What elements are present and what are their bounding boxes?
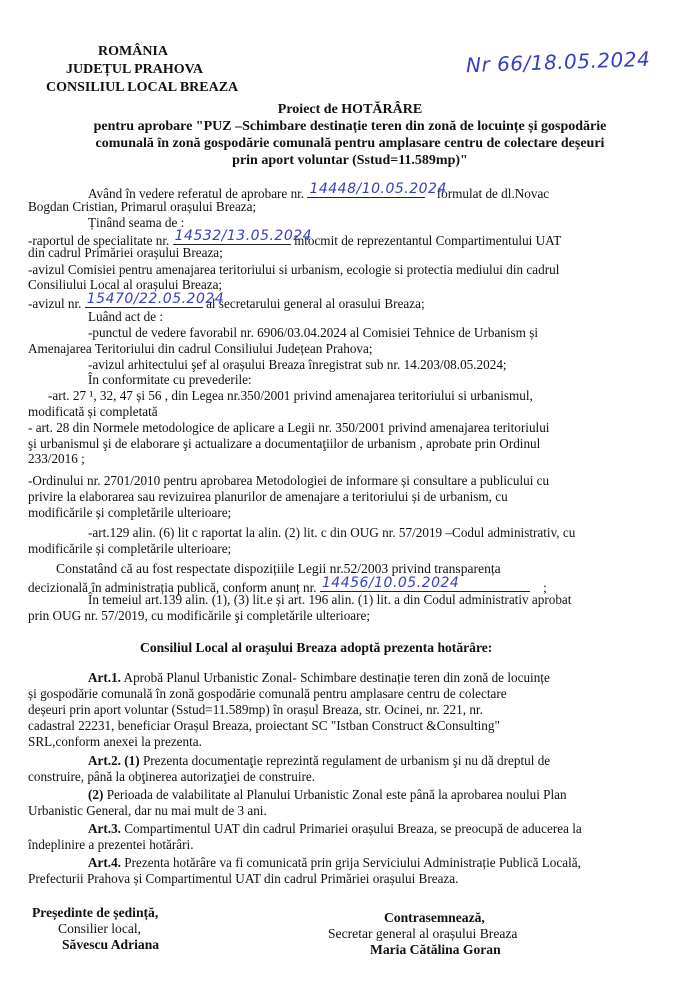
preamble-line: Consiliului Local al orașului Breaza; xyxy=(28,277,223,292)
signature-right-name: Maria Cătălina Goran xyxy=(370,942,501,957)
preamble-line: şi urbanismul şi de elaborare şi actualizare a documentaţiilor de urbanism , aprobate prin Ordinul xyxy=(28,436,541,451)
preamble-line: -raportul de specialitate nr. 14532/13.05.2024 întocmit de reprezentantul Compartimentului UAT xyxy=(28,228,562,248)
preamble-line: -avizul nr. 15470/22.05.2024 al secretarului general al orasului Breaza; xyxy=(28,291,425,311)
signature-left-role: Consilier local, xyxy=(58,921,142,936)
aviz-number-handwritten: 15470/22.05.2024 xyxy=(86,291,225,307)
article-line: construire, până la obţinerea autorizaţiei de construire. xyxy=(28,769,316,784)
preamble-line: Având în vedere referatul de aprobare nr. 14448/10.05.2024 formulat de dl.Novac xyxy=(88,181,550,201)
header-country: ROMÂNIA xyxy=(98,44,168,59)
referat-number-handwritten: 14448/10.05.2024 xyxy=(309,181,447,197)
raport-number-handwritten: 14532/13.05.2024 xyxy=(174,228,313,244)
article-3: Art.3. Compartimentul UAT din cadrul Primariei orașului Breaza, se preocupă de aducerea la xyxy=(88,821,582,836)
preamble-line: -avizul arhitectului şef al orașului Breaza înregistrat sub nr. 14.203/08.05.2024; xyxy=(88,357,507,372)
preamble-line: -art.129 alin. (6) lit c raportat la alin. (2) lit. c din OUG nr. 57/2019 –Codul administrativ, cu xyxy=(88,525,576,540)
preamble-line: modificările și completările ulterioare; xyxy=(28,541,232,556)
preamble-line: decizională în administrația publică, conform anunț nr. 14456/10.05.2024 ; xyxy=(28,575,547,595)
raport-number-field xyxy=(173,228,313,245)
article-2: Art.2. (1) Prezenta documentaţie reprezintă regulament de urbanism şi nu dă dreptul de xyxy=(88,753,551,768)
preamble-line: prin OUG nr. 57/2019, cu modificările şi completările ulterioare; xyxy=(28,608,371,623)
preamble-line: Ținând seama de : xyxy=(88,215,185,230)
article-label: Art.2. xyxy=(88,753,121,768)
article-label: Art.1. xyxy=(88,670,121,685)
article-4: Art.4. Prezenta hotărâre va fi comunicată prin grija Serviciului Administrație Publică Locală, xyxy=(88,855,581,870)
handwritten-registration-number: Nr 66/18.05.2024 xyxy=(465,46,651,78)
preamble-line: În conformitate cu prevederile: xyxy=(88,372,252,387)
signature-left-title: Președinte de ședință, xyxy=(32,905,159,920)
preamble-line: din cadrul Primăriei orașului Breaza; xyxy=(28,245,223,260)
article-line: și gospodărie comunală în zonă gospodărie comunală pentru amplasare centru de colectare xyxy=(28,686,507,701)
document-title: Proiect de HOTĂRÂRE xyxy=(277,102,423,117)
article-label: Art.4. xyxy=(88,855,121,870)
aviz-number-field xyxy=(85,291,225,308)
article-line: (2) Perioada de valabilitate al Planului Urbanistic Zonal este până la aprobarea noului Plan xyxy=(88,787,567,802)
preamble-line: Constatând că au fost respectate dispozițiile Legii nr.52/2003 privind transparența xyxy=(56,561,501,576)
article-line: Prefecturii Prahova și Compartimentul UAT din cadrul Primăriei orașului Breaza. xyxy=(28,871,459,886)
preamble-line: -avizul Comisiei pentru amenajarea teritoriului si urbanism, ecologie si protectia mediului din cadrul xyxy=(28,262,560,277)
header-county: JUDEȚUL PRAHOVA xyxy=(66,62,204,77)
anunt-number-handwritten: 14456/10.05.2024 xyxy=(321,575,460,591)
preamble-line: - art. 28 din Normele metodologice de aplicare a Legii nr. 350/2001 privind amenajarea teritoriului xyxy=(28,420,550,435)
article-line: deșeuri prin aport voluntar (Sstud=11.589mp) în orașul Breaza, str. Ocinei, nr. 221, nr. xyxy=(28,702,483,717)
document-title-line-4: prin aport voluntar (Sstud=11.589mp)" xyxy=(232,153,468,168)
preamble-line: modificată și completată xyxy=(28,404,158,419)
anunt-number-field xyxy=(320,577,530,592)
paragraph-label: (1) xyxy=(124,753,140,768)
document-title-line-2: pentru aprobare "PUZ –Schimbare destinație teren din zonă de locuințe și gospodărie xyxy=(93,119,607,134)
article-line: SRL,conform anexei la prezenta. xyxy=(28,734,202,749)
preamble-line: -Ordinului nr. 2701/2010 pentru aprobarea Metodologiei de informare și consultare a publicului cu xyxy=(28,473,550,488)
signature-right-role: Secretar general al orașului Breaza xyxy=(328,926,518,941)
article-line: cadastral 22231, beneficiar Orașul Breaza, proiectant SC "Istban Construct &Consulting" xyxy=(28,718,500,733)
paragraph-label: (2) xyxy=(88,787,104,802)
adoption-statement: Consiliul Local al orașului Breaza adoptă prezenta hotărâre: xyxy=(140,640,493,655)
preamble-line: Bogdan Cristian, Primarul orașului Breaza; xyxy=(28,199,257,214)
article-1: Art.1. Aprobă Planul Urbanistic Zonal- Schimbare destinație teren din zonă de locuințe xyxy=(88,670,550,685)
header-council: CONSILIUL LOCAL BREAZA xyxy=(46,80,239,95)
article-line: îndeplinire a prezentei hotărâri. xyxy=(28,837,194,852)
preamble-line: -art. 27 ¹, 32, 47 și 56 , din Legea nr.350/2001 privind amenajarea teritoriului si urbanismul, xyxy=(48,388,533,403)
preamble-line: -punctul de vedere favorabil nr. 6906/03.04.2024 al Comisiei Tehnice de Urbanism și xyxy=(88,325,539,340)
preamble-line: În temeiul art.139 alin. (1), (3) lit.e și art. 196 alin. (1) lit. a din Codul administrativ aprobat xyxy=(88,592,572,607)
article-line: Urbanistic General, dar nu mai mult de 3 ani. xyxy=(28,803,267,818)
article-label: Art.3. xyxy=(88,821,121,836)
document-title-line-3: comunală în zonă gospodărie comunală pentru amplasare centru de colectare deșeuri xyxy=(95,136,605,151)
signature-left-name: Săvescu Adriana xyxy=(62,937,160,952)
preamble-line: Luând act de : xyxy=(88,309,164,324)
preamble-line: Amenajarea Teritoriului din cadrul Consiliului Județean Prahova; xyxy=(28,341,373,356)
preamble-line: 233/2016 ; xyxy=(28,451,85,466)
signature-right-title: Contrasemnează, xyxy=(384,910,485,925)
referat-number-field xyxy=(307,181,447,198)
preamble-line: privire la elaborarea sau revizuirea planurilor de amenajare a teritoriului și de urbanism, cu xyxy=(28,489,508,504)
preamble-line: modificările și completările ulterioare; xyxy=(28,505,232,520)
